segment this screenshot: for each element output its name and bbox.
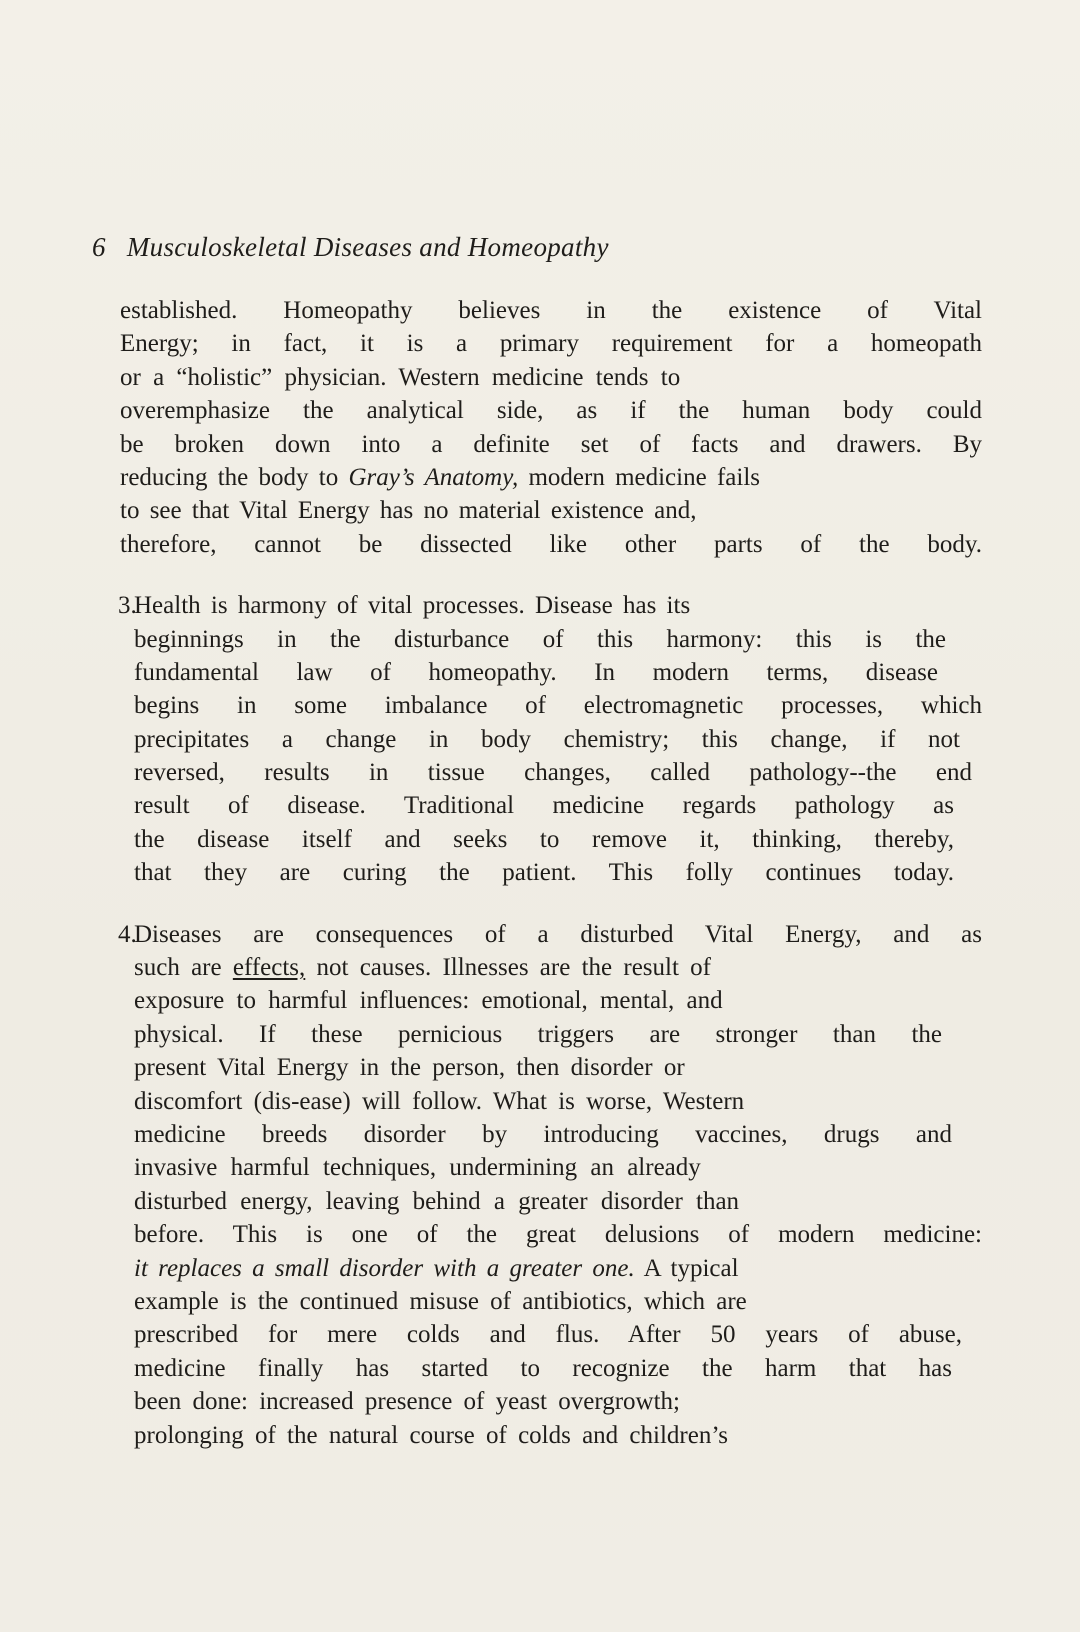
- text-line: Energy; in fact, it is a primary requirement for a homeopath: [120, 330, 982, 358]
- page-number: 6: [92, 232, 106, 262]
- item-paragraph: [134, 589, 982, 890]
- text-line: example is the continued misuse of antibiotics, which are: [134, 1287, 747, 1315]
- list-marker: 3.: [118, 592, 137, 620]
- text-line: [120, 361, 982, 394]
- text-line: disturbed energy, leaving behind a greater disorder than: [134, 1187, 740, 1215]
- list-item-4: [120, 918, 982, 1452]
- text-line: reversed, results in tissue changes, called pathology--the end: [134, 759, 972, 787]
- book-title: Gray’s Anatomy,: [348, 463, 519, 491]
- text-line: precipitates a change in body chemistry; this change, if not: [134, 725, 960, 753]
- text-line: begins in some imbalance of electromagnetic processes, which: [134, 692, 982, 720]
- text-line: the disease itself and seeks to remove it, thinking, thereby,: [134, 825, 954, 853]
- text-line: medicine finally has started to recognize the harm that has: [134, 1354, 952, 1382]
- text-line: be broken down into a definite set of facts and drawers. By: [120, 430, 982, 458]
- text-fragment: modern medicine fails: [518, 463, 760, 491]
- continuation-paragraph: [120, 294, 982, 561]
- text-line: physical. If these pernicious triggers are stronger than the: [134, 1020, 942, 1048]
- text-line: overemphasize the analytical side, as if the human body could: [120, 397, 982, 425]
- list-marker: 4.: [118, 920, 137, 948]
- running-title: Musculoskeletal Diseases and Homeopathy: [126, 232, 609, 262]
- item-paragraph: [134, 918, 982, 1452]
- text-line: been done: increased presence of yeast overgrowth;: [134, 1388, 680, 1416]
- text-line: [134, 1252, 982, 1285]
- text-line: Diseases are consequences of a disturbed Vital Energy, and as: [134, 920, 982, 948]
- text-line: therefore, cannot be dissected like other parts of the body.: [120, 530, 982, 558]
- text-line: [120, 461, 982, 494]
- text-line: discomfort (dis-ease) will follow. What is worse, Western: [134, 1087, 745, 1115]
- text-fragment: or a “holistic” physician. Western medicine tends to: [120, 363, 681, 391]
- text-fragment: reducing the body to: [120, 463, 349, 491]
- text-line: that they are curing the patient. This folly continues today.: [134, 859, 954, 887]
- text-line: exposure to harmful influences: emotional, mental, and: [134, 987, 723, 1015]
- text-line: fundamental law of homeopathy. In modern terms, disease: [134, 658, 938, 686]
- text-line: to see that Vital Energy has no material existence and,: [120, 497, 697, 525]
- running-header: [92, 232, 609, 263]
- text-line: medicine breeds disorder by introducing vaccines, drugs and: [134, 1120, 952, 1148]
- text-line: present Vital Energy in the person, then disorder or: [134, 1054, 685, 1082]
- text-line: beginnings in the disturbance of this harmony: this is the: [134, 625, 946, 653]
- emphasized-sentence: it replaces a small disorder with a greater one.: [134, 1254, 635, 1282]
- text-line: Health is harmony of vital processes. Disease has its: [134, 592, 691, 620]
- list-item-3: [120, 589, 982, 890]
- text-fragment: not causes. Illnesses are the result of: [305, 954, 711, 982]
- text-line: result of disease. Traditional medicine regards pathology as: [134, 792, 954, 820]
- text-line: established. Homeopathy believes in the existence of Vital: [120, 297, 982, 324]
- emphasis-effects: effects,: [232, 954, 306, 982]
- text-fragment: such are: [134, 954, 233, 982]
- text-line: before. This is one of the great delusions of modern medicine:: [134, 1221, 982, 1249]
- text-fragment: A typical: [634, 1254, 739, 1282]
- text-line: [134, 951, 982, 984]
- page-body: [120, 294, 982, 1452]
- text-line: prescribed for mere colds and flus. After 50 years of abuse,: [134, 1321, 962, 1349]
- text-line: prolonging of the natural course of colds and children’s: [134, 1421, 729, 1449]
- text-line: invasive harmful techniques, undermining an already: [134, 1154, 701, 1182]
